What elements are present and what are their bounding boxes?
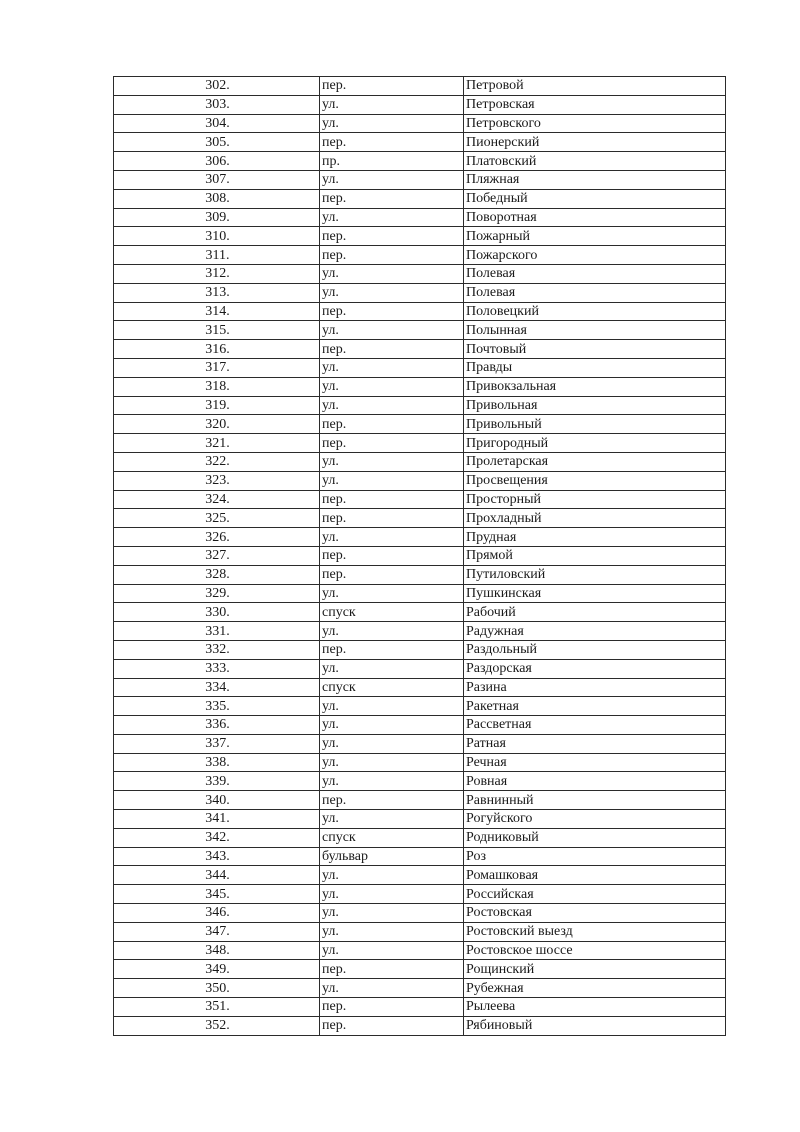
street-name-cell: Речная — [464, 753, 726, 772]
table-row — [114, 753, 726, 772]
street-type-cell: ул. — [320, 208, 464, 227]
table-row — [114, 321, 726, 340]
row-number-cell: 323. — [114, 471, 320, 490]
row-number-cell: 314. — [114, 302, 320, 321]
row-number-cell: 329. — [114, 584, 320, 603]
table-row — [114, 528, 726, 547]
street-name-cell: Привольный — [464, 415, 726, 434]
row-number-cell: 321. — [114, 434, 320, 453]
street-type-cell: пр. — [320, 152, 464, 171]
street-name-cell: Победный — [464, 189, 726, 208]
table-row — [114, 791, 726, 810]
street-type-cell: ул. — [320, 95, 464, 114]
street-type-cell: пер. — [320, 302, 464, 321]
row-number-cell: 330. — [114, 603, 320, 622]
street-type-cell: пер. — [320, 565, 464, 584]
street-name-cell: Радужная — [464, 622, 726, 641]
street-type-cell: ул. — [320, 528, 464, 547]
street-name-cell: Привольная — [464, 396, 726, 415]
street-type-cell: ул. — [320, 716, 464, 735]
row-number-cell: 317. — [114, 358, 320, 377]
table-row — [114, 716, 726, 735]
street-type-cell: ул. — [320, 734, 464, 753]
street-name-cell: Поворотная — [464, 208, 726, 227]
street-type-cell: пер. — [320, 340, 464, 359]
row-number-cell: 328. — [114, 565, 320, 584]
row-number-cell: 332. — [114, 640, 320, 659]
row-number-cell: 350. — [114, 979, 320, 998]
row-number-cell: 338. — [114, 753, 320, 772]
row-number-cell: 310. — [114, 227, 320, 246]
street-name-cell: Рабочий — [464, 603, 726, 622]
street-name-cell: Ростовский выезд — [464, 922, 726, 941]
street-type-cell: ул. — [320, 622, 464, 641]
street-type-cell: ул. — [320, 358, 464, 377]
table-row — [114, 772, 726, 791]
street-type-cell: пер. — [320, 227, 464, 246]
street-type-cell: ул. — [320, 922, 464, 941]
row-number-cell: 351. — [114, 998, 320, 1017]
row-number-cell: 309. — [114, 208, 320, 227]
street-type-cell: пер. — [320, 791, 464, 810]
street-name-cell: Петровская — [464, 95, 726, 114]
street-name-cell: Ровная — [464, 772, 726, 791]
street-type-cell: ул. — [320, 321, 464, 340]
street-type-cell: ул. — [320, 396, 464, 415]
row-number-cell: 316. — [114, 340, 320, 359]
street-type-cell: ул. — [320, 170, 464, 189]
street-name-cell: Просвещения — [464, 471, 726, 490]
street-name-cell: Равнинный — [464, 791, 726, 810]
street-name-cell: Полевая — [464, 283, 726, 302]
row-number-cell: 349. — [114, 960, 320, 979]
street-name-cell: Раздорская — [464, 659, 726, 678]
table-row — [114, 246, 726, 265]
row-number-cell: 341. — [114, 810, 320, 829]
row-number-cell: 318. — [114, 377, 320, 396]
street-type-cell: пер. — [320, 490, 464, 509]
table-row — [114, 640, 726, 659]
street-type-cell: пер. — [320, 133, 464, 152]
row-number-cell: 324. — [114, 490, 320, 509]
table-row — [114, 697, 726, 716]
street-type-cell: пер. — [320, 246, 464, 265]
street-name-cell: Российская — [464, 885, 726, 904]
row-number-cell: 313. — [114, 283, 320, 302]
street-name-cell: Ромашковая — [464, 866, 726, 885]
street-type-cell: ул. — [320, 471, 464, 490]
table-row — [114, 866, 726, 885]
row-number-cell: 320. — [114, 415, 320, 434]
row-number-cell: 303. — [114, 95, 320, 114]
table-row — [114, 227, 726, 246]
street-name-cell: Рубежная — [464, 979, 726, 998]
row-number-cell: 331. — [114, 622, 320, 641]
table-row — [114, 471, 726, 490]
street-name-cell: Путиловский — [464, 565, 726, 584]
street-type-cell: ул. — [320, 885, 464, 904]
table-row — [114, 133, 726, 152]
table-row — [114, 810, 726, 829]
table-row — [114, 885, 726, 904]
table-row — [114, 396, 726, 415]
street-type-cell: ул. — [320, 659, 464, 678]
table-row — [114, 998, 726, 1017]
street-name-cell: Пожарный — [464, 227, 726, 246]
table-row — [114, 264, 726, 283]
row-number-cell: 319. — [114, 396, 320, 415]
street-name-cell: Прямой — [464, 546, 726, 565]
row-number-cell: 315. — [114, 321, 320, 340]
street-name-cell: Ракетная — [464, 697, 726, 716]
row-number-cell: 327. — [114, 546, 320, 565]
table-row — [114, 565, 726, 584]
street-type-cell: пер. — [320, 189, 464, 208]
row-number-cell: 336. — [114, 716, 320, 735]
row-number-cell: 343. — [114, 847, 320, 866]
street-type-cell: бульвар — [320, 847, 464, 866]
row-number-cell: 346. — [114, 904, 320, 923]
street-type-cell: ул. — [320, 377, 464, 396]
street-name-cell: Пожарского — [464, 246, 726, 265]
street-name-cell: Пляжная — [464, 170, 726, 189]
row-number-cell: 325. — [114, 509, 320, 528]
street-type-cell: пер. — [320, 509, 464, 528]
street-type-cell: пер. — [320, 434, 464, 453]
row-number-cell: 306. — [114, 152, 320, 171]
street-name-cell: Полевая — [464, 264, 726, 283]
street-name-cell: Роз — [464, 847, 726, 866]
table-row — [114, 941, 726, 960]
table-row — [114, 358, 726, 377]
row-number-cell: 312. — [114, 264, 320, 283]
row-number-cell: 308. — [114, 189, 320, 208]
table-row — [114, 734, 726, 753]
row-number-cell: 322. — [114, 452, 320, 471]
table-row — [114, 189, 726, 208]
street-type-cell: ул. — [320, 283, 464, 302]
table-row — [114, 509, 726, 528]
street-name-cell: Прохладный — [464, 509, 726, 528]
street-type-cell: пер. — [320, 1016, 464, 1035]
street-name-cell: Рассветная — [464, 716, 726, 735]
table-row — [114, 114, 726, 133]
row-number-cell: 335. — [114, 697, 320, 716]
row-number-cell: 333. — [114, 659, 320, 678]
street-name-cell: Почтовый — [464, 340, 726, 359]
table-row — [114, 283, 726, 302]
street-type-cell: ул. — [320, 584, 464, 603]
street-name-cell: Петровского — [464, 114, 726, 133]
row-number-cell: 305. — [114, 133, 320, 152]
street-type-cell: ул. — [320, 866, 464, 885]
table-row — [114, 960, 726, 979]
street-list-table — [113, 76, 726, 1036]
street-name-cell: Полынная — [464, 321, 726, 340]
table-row — [114, 659, 726, 678]
table-row — [114, 95, 726, 114]
table-row — [114, 490, 726, 509]
row-number-cell: 345. — [114, 885, 320, 904]
table-row — [114, 208, 726, 227]
row-number-cell: 302. — [114, 77, 320, 96]
row-number-cell: 352. — [114, 1016, 320, 1035]
street-type-cell: пер. — [320, 998, 464, 1017]
table-row — [114, 603, 726, 622]
table-row — [114, 828, 726, 847]
table-row — [114, 979, 726, 998]
street-name-cell: Рябиновый — [464, 1016, 726, 1035]
row-number-cell: 307. — [114, 170, 320, 189]
street-name-cell: Пушкинская — [464, 584, 726, 603]
row-number-cell: 339. — [114, 772, 320, 791]
table-row — [114, 847, 726, 866]
street-type-cell: ул. — [320, 452, 464, 471]
street-name-cell: Просторный — [464, 490, 726, 509]
street-type-cell: ул. — [320, 264, 464, 283]
table-row — [114, 434, 726, 453]
street-type-cell: спуск — [320, 678, 464, 697]
street-name-cell: Привокзальная — [464, 377, 726, 396]
table-row — [114, 922, 726, 941]
street-name-cell: Раздольный — [464, 640, 726, 659]
street-name-cell: Рощинский — [464, 960, 726, 979]
street-name-cell: Петровой — [464, 77, 726, 96]
street-type-cell: пер. — [320, 960, 464, 979]
street-type-cell: спуск — [320, 828, 464, 847]
street-name-cell: Пригородный — [464, 434, 726, 453]
street-type-cell: пер. — [320, 77, 464, 96]
table-body — [114, 77, 726, 1036]
row-number-cell: 344. — [114, 866, 320, 885]
street-name-cell: Половецкий — [464, 302, 726, 321]
table-row — [114, 546, 726, 565]
table-row — [114, 904, 726, 923]
street-name-cell: Родниковый — [464, 828, 726, 847]
street-type-cell: ул. — [320, 697, 464, 716]
table-row — [114, 77, 726, 96]
row-number-cell: 311. — [114, 246, 320, 265]
row-number-cell: 348. — [114, 941, 320, 960]
street-name-cell: Ратная — [464, 734, 726, 753]
row-number-cell: 334. — [114, 678, 320, 697]
row-number-cell: 340. — [114, 791, 320, 810]
street-type-cell: спуск — [320, 603, 464, 622]
table-row — [114, 340, 726, 359]
street-type-cell: пер. — [320, 546, 464, 565]
street-type-cell: ул. — [320, 904, 464, 923]
street-name-cell: Рылеева — [464, 998, 726, 1017]
street-name-cell: Пионерский — [464, 133, 726, 152]
street-name-cell: Разина — [464, 678, 726, 697]
street-type-cell: ул. — [320, 753, 464, 772]
table-row — [114, 584, 726, 603]
table-row — [114, 678, 726, 697]
street-name-cell: Рогуйского — [464, 810, 726, 829]
row-number-cell: 326. — [114, 528, 320, 547]
table-row — [114, 302, 726, 321]
table-row — [114, 152, 726, 171]
row-number-cell: 347. — [114, 922, 320, 941]
street-type-cell: пер. — [320, 415, 464, 434]
table-row — [114, 377, 726, 396]
street-name-cell: Пролетарская — [464, 452, 726, 471]
table-row — [114, 1016, 726, 1035]
row-number-cell: 304. — [114, 114, 320, 133]
row-number-cell: 342. — [114, 828, 320, 847]
table-row — [114, 170, 726, 189]
street-name-cell: Прудная — [464, 528, 726, 547]
street-name-cell: Правды — [464, 358, 726, 377]
street-type-cell: ул. — [320, 810, 464, 829]
table-row — [114, 622, 726, 641]
table-row — [114, 415, 726, 434]
street-name-cell: Ростовское шоссе — [464, 941, 726, 960]
street-type-cell: ул. — [320, 114, 464, 133]
street-name-cell: Ростовская — [464, 904, 726, 923]
street-name-cell: Платовский — [464, 152, 726, 171]
row-number-cell: 337. — [114, 734, 320, 753]
street-type-cell: ул. — [320, 772, 464, 791]
street-type-cell: ул. — [320, 941, 464, 960]
table-row — [114, 452, 726, 471]
street-type-cell: ул. — [320, 979, 464, 998]
street-type-cell: пер. — [320, 640, 464, 659]
